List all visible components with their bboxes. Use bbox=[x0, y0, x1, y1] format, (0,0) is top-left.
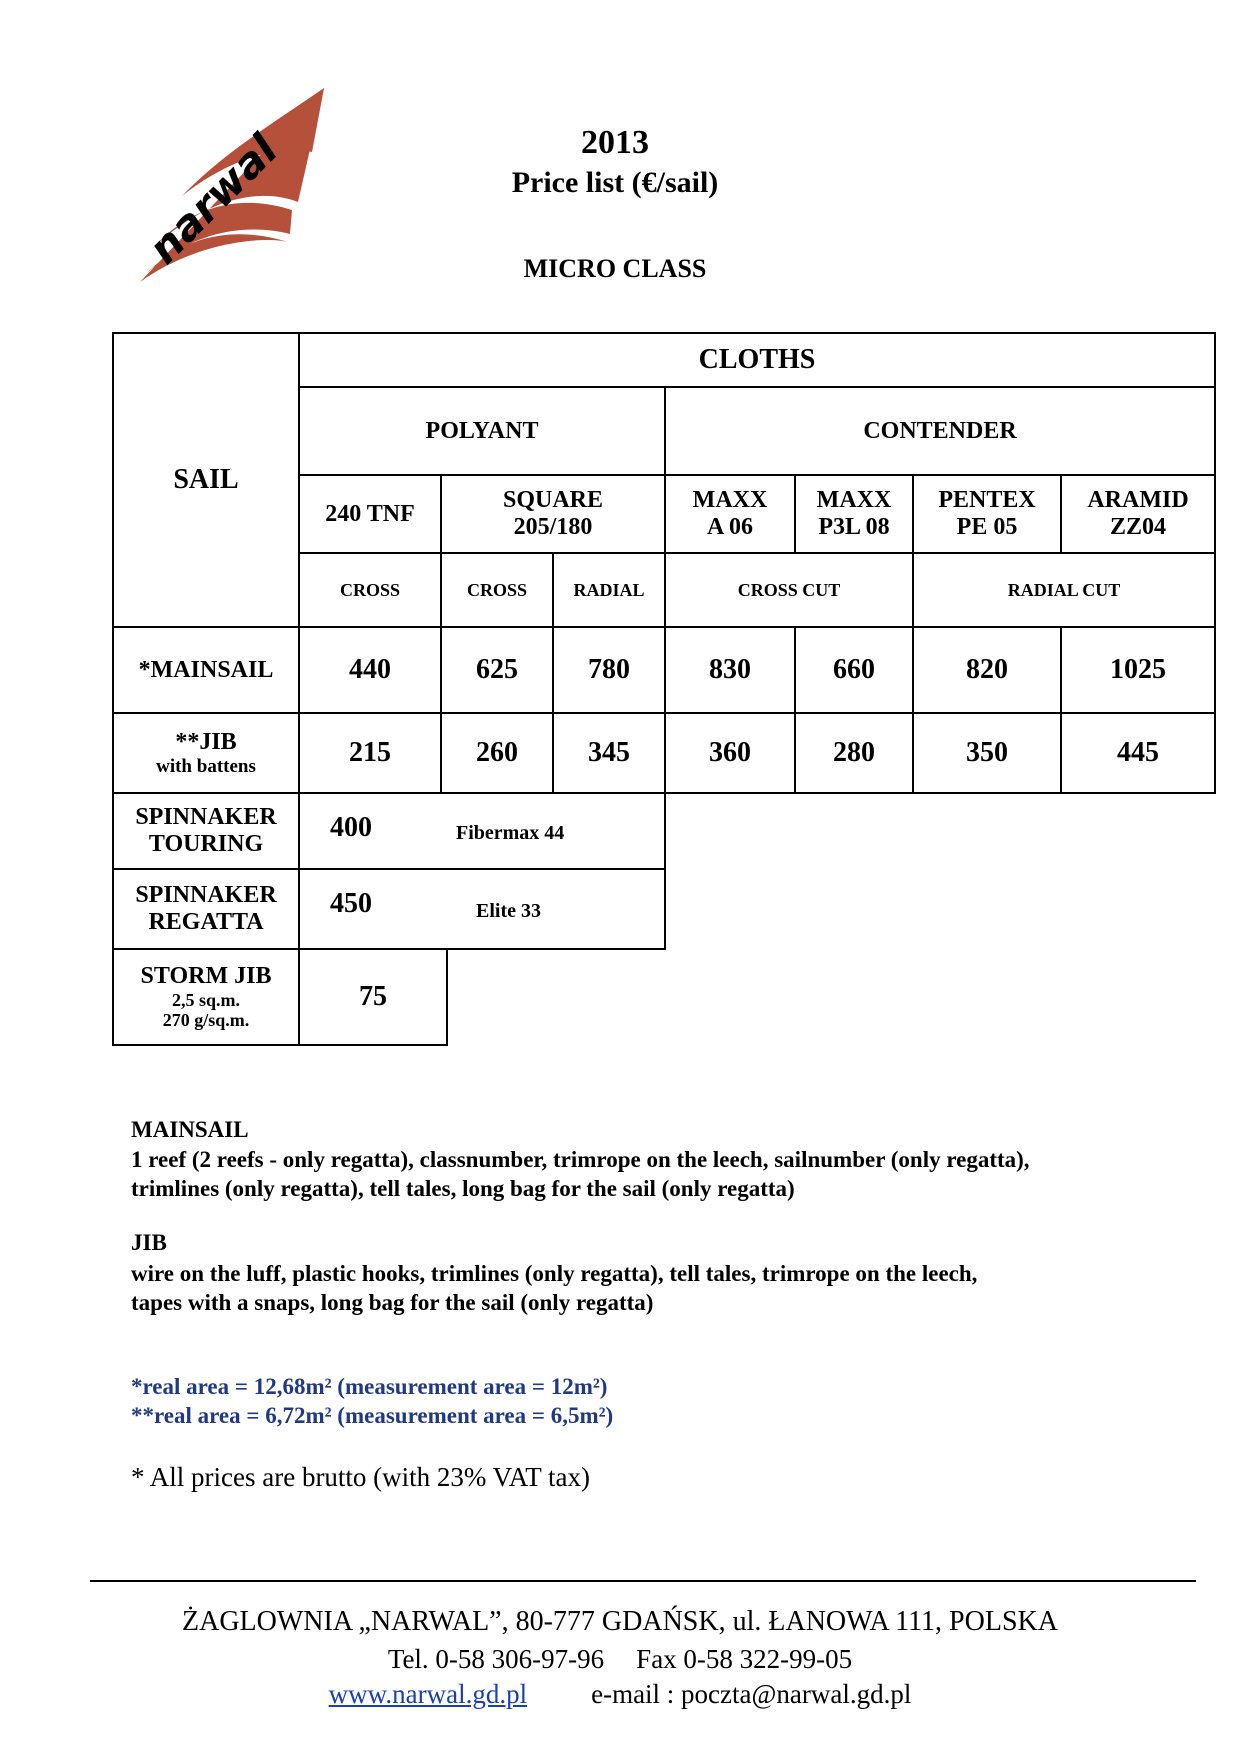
cloth-line1: ARAMID bbox=[1087, 487, 1189, 514]
cut-cross-2 bbox=[440, 552, 554, 628]
cut-cross-1 bbox=[298, 552, 442, 628]
cloth-line1: MAXX bbox=[816, 487, 892, 514]
price-cell bbox=[552, 712, 666, 794]
jib-notes-line2: tapes with a snaps, long bag for the sail (only regatta) bbox=[131, 1290, 654, 1315]
cut-text: CROSS bbox=[339, 579, 401, 600]
price-value: 345 bbox=[588, 737, 630, 769]
spinnaker-touring-cell bbox=[298, 792, 666, 870]
row-label-mainsail bbox=[112, 626, 300, 714]
spinnaker-cloth: Fibermax 44 bbox=[456, 822, 565, 844]
price-value: 830 bbox=[709, 654, 751, 686]
cut-cross-cut bbox=[664, 552, 914, 628]
company-email: e-mail : poczta@narwal.gd.pl bbox=[591, 1679, 912, 1709]
logo-text: narwal bbox=[138, 125, 288, 274]
price-value: 400 bbox=[330, 812, 372, 843]
price-cell bbox=[552, 626, 666, 714]
price-cell bbox=[440, 626, 554, 714]
price-cell bbox=[298, 712, 442, 794]
row-label-spinnaker-regatta bbox=[112, 868, 300, 950]
jib-notes-line1: wire on the luff, plastic hooks, trimlines (only regatta), tell tales, trimrope on the leech, bbox=[131, 1261, 978, 1286]
storm-jib-area: 2,5 sq.m. bbox=[171, 990, 240, 1011]
price-cell bbox=[794, 712, 914, 794]
price-value: 1025 bbox=[1110, 654, 1166, 686]
row-label-text: TOURING bbox=[148, 831, 264, 857]
price-list-year: 2013 bbox=[581, 124, 649, 161]
company-phone-fax bbox=[100, 1644, 1140, 1675]
cloth-maxx-a06 bbox=[664, 474, 796, 554]
row-label-storm-jib bbox=[112, 948, 300, 1046]
cloths-header bbox=[298, 332, 1216, 388]
sail-header bbox=[112, 332, 300, 628]
price-value: 450 bbox=[330, 888, 372, 919]
group-contender-text: CONTENDER bbox=[863, 417, 1017, 444]
price-list-title: Price list (€/sail) bbox=[511, 166, 719, 199]
cloth-square bbox=[440, 474, 666, 554]
cloth-line1: 240 TNF bbox=[325, 500, 415, 527]
price-value: 445 bbox=[1117, 737, 1159, 769]
company-fax: Fax 0-58 322-99-05 bbox=[636, 1644, 853, 1674]
boat-class-title: MICRO CLASS bbox=[523, 254, 707, 283]
cut-radial-cut bbox=[912, 552, 1216, 628]
price-value: 350 bbox=[966, 737, 1008, 769]
row-label-spinnaker-touring bbox=[112, 792, 300, 870]
cloth-240tnf bbox=[298, 474, 442, 554]
price-value: 660 bbox=[833, 654, 875, 686]
cloth-line2: P3L 08 bbox=[818, 514, 890, 540]
row-label-text: REGATTA bbox=[148, 909, 264, 935]
spinnaker-cloth: Elite 33 bbox=[476, 900, 541, 922]
price-cell bbox=[298, 948, 448, 1046]
price-value: 260 bbox=[476, 737, 518, 769]
price-cell bbox=[440, 712, 554, 794]
row-label-text: STORM JIB bbox=[140, 963, 272, 990]
mainsail-area-note: *real area = 12,68m² (measurement area = 12m²) bbox=[131, 1374, 608, 1399]
price-value: 820 bbox=[966, 654, 1008, 686]
cut-radial bbox=[552, 552, 666, 628]
price-cell bbox=[1060, 626, 1216, 714]
price-value: 280 bbox=[833, 737, 875, 769]
group-contender bbox=[664, 386, 1216, 476]
company-address: ŻAGLOWNIA „NARWAL”, 80-777 GDAŃSK, ul. ŁANOWA 111, POLSKA bbox=[182, 1606, 1058, 1637]
price-value: 780 bbox=[588, 654, 630, 686]
group-polyant bbox=[298, 386, 666, 476]
storm-jib-weight: 270 g/sq.m. bbox=[162, 1010, 250, 1031]
price-value: 440 bbox=[349, 654, 391, 686]
row-label-jib bbox=[112, 712, 300, 794]
price-value: 75 bbox=[359, 981, 387, 1013]
sail-header-text: SAIL bbox=[173, 464, 239, 496]
footer-divider bbox=[90, 1580, 1196, 1582]
price-cell bbox=[664, 626, 796, 714]
cloth-aramid bbox=[1060, 474, 1216, 554]
row-label-sub: with battens bbox=[156, 755, 256, 777]
price-cell bbox=[912, 626, 1062, 714]
cut-text: CROSS bbox=[466, 579, 528, 600]
price-value: 625 bbox=[476, 654, 518, 686]
vat-note: * All prices are brutto (with 23% VAT tax) bbox=[131, 1462, 590, 1492]
cloth-line2: 205/180 bbox=[513, 514, 593, 540]
cloth-line2: A 06 bbox=[706, 514, 753, 540]
group-polyant-text: POLYANT bbox=[425, 417, 539, 444]
cut-text: CROSS CUT bbox=[737, 579, 841, 600]
price-cell bbox=[298, 626, 442, 714]
row-label-text: *MAINSAIL bbox=[138, 656, 274, 683]
cloth-line2: PE 05 bbox=[956, 514, 1018, 540]
jib-area-note: **real area = 6,72m² (measurement area = 6,5m²) bbox=[131, 1403, 614, 1428]
cloth-line1: SQUARE bbox=[502, 487, 604, 514]
cloth-line1: PENTEX bbox=[938, 487, 1036, 514]
spinnaker-regatta-cell bbox=[298, 868, 666, 950]
cut-text: RADIAL CUT bbox=[1007, 579, 1121, 600]
price-value: 360 bbox=[709, 737, 751, 769]
jib-notes-title: JIB bbox=[131, 1230, 167, 1255]
company-web-email bbox=[100, 1679, 1140, 1710]
mainsail-notes-line2: trimlines (only regatta), tell tales, long bag for the sail (only regatta) bbox=[131, 1176, 795, 1201]
price-cell bbox=[794, 626, 914, 714]
row-label-text: SPINNAKER bbox=[135, 882, 277, 909]
mainsail-notes-title: MAINSAIL bbox=[131, 1117, 249, 1142]
company-tel: Tel. 0-58 306-97-96 bbox=[387, 1644, 605, 1674]
price-cell bbox=[912, 712, 1062, 794]
website-link[interactable]: www.narwal.gd.pl bbox=[328, 1679, 528, 1709]
cloth-maxx-p3l08 bbox=[794, 474, 914, 554]
cloths-header-text: CLOTHS bbox=[698, 344, 816, 376]
price-cell bbox=[1060, 712, 1216, 794]
cloth-line2: ZZ04 bbox=[1109, 514, 1166, 540]
row-label-text: SPINNAKER bbox=[135, 804, 277, 831]
cloth-line1: MAXX bbox=[692, 487, 768, 514]
cloth-pentex bbox=[912, 474, 1062, 554]
price-value: 215 bbox=[349, 737, 391, 769]
cut-text: RADIAL bbox=[573, 579, 645, 600]
row-label-text: **JIB bbox=[175, 728, 237, 755]
mainsail-notes-line1: 1 reef (2 reefs - only regatta), classnumber, trimrope on the leech, sailnumber (only regatta), bbox=[131, 1147, 1030, 1172]
price-cell bbox=[664, 712, 796, 794]
